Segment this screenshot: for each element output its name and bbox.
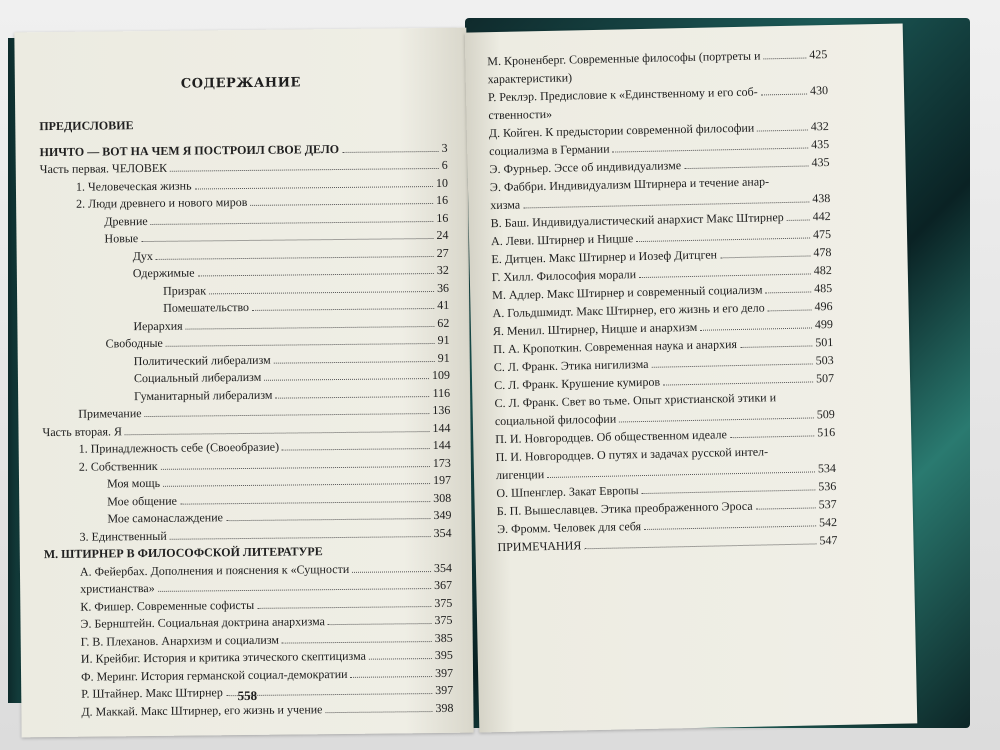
leader-dots	[663, 381, 813, 385]
toc-entry-title: Э. Фромм. Человек для себя	[496, 519, 642, 537]
toc-entry-title: Одержимые	[132, 265, 195, 281]
toc-entry-page: 547	[819, 532, 838, 548]
leader-dots	[274, 361, 435, 364]
leader-dots	[740, 345, 812, 348]
toc-entry-page: 503	[815, 353, 834, 368]
leader-dots	[257, 606, 431, 609]
toc-entry-page: 10	[435, 175, 448, 190]
leader-dots	[369, 658, 432, 660]
toc-entry-title: Э. Бернштейн. Социальная доктрина анархизма	[80, 614, 326, 631]
toc-entry-page: 499	[814, 317, 834, 332]
leader-dots	[158, 588, 431, 592]
leader-dots	[761, 94, 807, 96]
toc-entry-title: Э. Фурньер. Эссе об индивидуализме	[489, 158, 682, 177]
toc-entry-title: Социальный либерализм	[133, 369, 262, 386]
toc-entry-page: 475	[812, 227, 832, 242]
toc-entry-title: Ф. Меринг. История германской социал-демократии	[80, 666, 348, 684]
leader-dots	[352, 571, 431, 573]
toc-entry-title: Примечание	[78, 406, 142, 421]
leader-dots	[226, 518, 430, 521]
leader-dots	[757, 129, 808, 131]
leader-dots	[125, 431, 430, 435]
toc-entry-title: П. И. Новгородцев. Об общественном идеале	[495, 427, 727, 447]
toc-entry	[44, 541, 452, 561]
toc-entry-title: К. Фишер. Современные софисты	[80, 597, 255, 614]
leader-dots	[180, 501, 430, 505]
toc-entry-title: Древние	[104, 214, 148, 229]
leader-dots	[186, 326, 435, 330]
toc-entry-page: 144	[432, 420, 451, 436]
toc-entry-page: 397	[434, 665, 454, 681]
toc-entry-page: 109	[431, 367, 451, 383]
toc-entry	[81, 646, 453, 666]
toc-entry-page: 375	[434, 595, 453, 611]
toc-entry	[80, 576, 452, 596]
leader-dots	[764, 58, 807, 60]
toc-entry-page: 435	[811, 155, 830, 170]
toc-entry-page: 91	[437, 350, 450, 365]
toc-entry-title: характеристики)	[487, 70, 573, 87]
toc-entry-page: 6	[441, 157, 448, 172]
leader-dots	[636, 237, 810, 242]
toc-entry-title: А. Гольдшмидт. Макс Штирнер, его жизнь и его дело	[492, 300, 765, 321]
leader-dots	[275, 396, 429, 399]
toc-entry-title: Часть первая. ЧЕЛОВЕК	[39, 160, 168, 177]
toc-entry	[163, 279, 449, 298]
leader-dots	[730, 435, 814, 438]
leader-dots	[613, 147, 809, 152]
toc-entry	[40, 156, 448, 176]
toc-entry-page: 32	[436, 262, 449, 277]
toc-entry-page: 397	[435, 682, 454, 698]
toc-entry-page: 536	[818, 478, 837, 494]
toc-entry-page: 354	[433, 525, 452, 541]
toc-entry-page: 16	[436, 210, 449, 225]
leader-dots	[351, 676, 433, 678]
toc-entry	[134, 366, 450, 385]
toc-entry-page: 442	[812, 209, 831, 224]
toc-entry-title: С. Л. Франк. Этика нигилизма	[493, 356, 649, 375]
toc-entry-title: Политический либерализм	[133, 352, 271, 369]
toc-entry-page: 478	[813, 245, 832, 260]
leader-dots	[787, 219, 810, 220]
toc-entry-title: Новые	[104, 231, 139, 246]
leader-dots	[195, 186, 433, 189]
toc-entry-title: С. Л. Франк. Свет во тьме. Опыт христианской этики и	[494, 390, 777, 411]
toc-entry-title: Иерархия	[133, 318, 183, 334]
leader-dots	[198, 273, 434, 276]
toc-entry-page: 425	[809, 47, 828, 62]
toc-entry-title: хизма	[490, 197, 521, 213]
toc-entry	[133, 261, 449, 280]
toc-entry-title: Д. Койген. К предыстории современной философии	[488, 120, 755, 141]
toc-entry-title: Моя мощь	[106, 475, 161, 491]
leader-dots	[342, 151, 438, 153]
toc-entry-title: П. И. Новгородцев. О путях и задачах русской интел-	[495, 444, 769, 465]
toc-entry-title: социализма в Германии	[489, 141, 610, 159]
leader-dots	[652, 363, 813, 367]
toc-entry-title: О. Шпенглер. Закат Европы	[496, 483, 639, 501]
leader-dots	[161, 466, 430, 470]
leader-dots	[766, 291, 812, 293]
toc-entry-page: 367	[434, 577, 453, 593]
toc-entry-page: 496	[814, 299, 833, 314]
toc-entry-page: 36	[436, 280, 450, 295]
toc-entry-title: М. Кроненберг. Современные философы (портреты и	[487, 48, 761, 69]
toc-entry-page: 438	[812, 191, 831, 206]
leader-dots	[768, 309, 812, 311]
leader-dots	[145, 413, 430, 417]
toc-entry-title: А. Фейербах. Дополнения и пояснения к «Сущности	[79, 561, 350, 579]
toc-entry-page: 173	[432, 455, 451, 471]
leader-dots	[547, 471, 815, 478]
toc-entry-page: 385	[434, 630, 453, 646]
toc-entry-title: Г. В. Плеханов. Анархизм и социализм	[80, 632, 280, 649]
toc-entry-page: 398	[435, 700, 454, 716]
toc-entry-title: ПРИМЕЧАНИЯ	[497, 538, 582, 555]
leader-dots	[166, 343, 435, 347]
toc-entry-title: 2. Люди древнего и нового миров	[76, 194, 248, 211]
toc-entry-title: Е. Дитцен. Макс Штирнер и Иозеф Дитцген	[491, 247, 718, 267]
toc-entry-title: Р. Реклэр. Предисловие к «Единственному и его соб-	[487, 84, 758, 105]
toc-entry-page: 432	[810, 119, 829, 134]
toc-entry-page: 197	[432, 472, 452, 488]
leader-dots	[141, 238, 433, 242]
leader-dots	[264, 378, 429, 381]
leader-dots	[156, 256, 434, 260]
toc-entry	[107, 506, 451, 526]
leader-dots	[325, 711, 432, 713]
toc-entry-page: 136	[432, 402, 451, 418]
toc-entry-title: 1. Человеческая жизнь	[75, 178, 192, 194]
toc-entry-page: 62	[437, 315, 450, 330]
toc-entry	[104, 226, 448, 246]
leader-dots	[684, 165, 808, 169]
leader-dots	[700, 327, 812, 330]
toc-entry-title: Часть вторая. Я	[42, 424, 123, 440]
leader-dots	[151, 221, 434, 225]
leader-dots	[328, 623, 432, 625]
toc-entry-page: 542	[818, 514, 838, 530]
toc-entry-page: 16	[436, 192, 449, 207]
toc-entry-title: Я. Менил. Штирнер, Ницше и анархизм	[492, 319, 698, 339]
toc-entry-title: С. Л. Франк. Крушение кумиров	[493, 374, 661, 393]
toc-entry-title: И. Крейбиг. История и критика этического скептицизма	[80, 648, 366, 666]
leader-dots	[756, 507, 816, 509]
toc-entry-title: В. Баш. Индивидуалистический анархист Макс Штирнер	[490, 210, 784, 231]
toc-entry	[134, 349, 450, 368]
toc-entry-title: Свободные	[105, 335, 163, 351]
toc-entry-page: 395	[434, 647, 453, 663]
toc-entry-page: 375	[434, 612, 453, 628]
toc-entry-title: Мое общение	[107, 493, 177, 509]
toc-entry	[79, 436, 451, 456]
toc-entry-title: 3. Единственный	[79, 528, 167, 544]
toc-entry	[80, 611, 452, 631]
toc-entry-title: М. Адлер. Макс Штирнер и современный социализм	[492, 282, 763, 303]
toc-entry-page: 509	[816, 406, 835, 422]
toc-entry-title: Р. Штайнер. Макс Штирнер	[81, 685, 223, 701]
toc-entry-title: Г. Хилл. Философия морали	[491, 267, 637, 285]
page-number: 558	[237, 687, 258, 704]
toc-entry-title: Мое самонаслаждение	[107, 510, 224, 526]
leader-dots	[639, 273, 811, 278]
toc-entry-page: 485	[814, 281, 833, 296]
toc-entry-page: 308	[433, 490, 452, 506]
leader-dots	[250, 203, 433, 206]
toc-entry-title: Д. Маккай. Макс Штирнер, его жизнь и учение	[81, 702, 323, 719]
toc-entry-title: ственности»	[488, 106, 553, 123]
toc-entry-title: ПРЕДИСЛОВИЕ	[39, 118, 134, 134]
toc-entry	[163, 296, 449, 315]
toc-entry-page: 516	[817, 424, 836, 440]
leader-dots	[252, 308, 434, 311]
toc-entry-title: Помешательство	[163, 299, 250, 315]
toc-entry-title: Гуманитарный либерализм	[134, 387, 273, 404]
leader-dots	[282, 641, 432, 644]
toc-entry-title: социальной философии	[494, 411, 617, 429]
toc-entry-page: 482	[813, 263, 832, 278]
toc-entry-page: 349	[433, 507, 452, 523]
toc-entry-page: 24	[436, 227, 449, 242]
leader-dots	[282, 448, 430, 451]
toc-entry-title: Б. П. Вышеславцев. Этика преображенного Эроса	[496, 498, 753, 519]
toc-entry-title: Призрак	[162, 283, 207, 298]
toc-entry-title: 1. Принадлежность себе (Своеобразие)	[78, 439, 280, 456]
toc-entry-title: лигенции	[495, 467, 545, 483]
toc-entry-page: 507	[815, 371, 835, 386]
toc-entry-page: 501	[815, 335, 834, 350]
toc-entry-title: НИЧТО — ВОТ НА ЧЕМ Я ПОСТРОИЛ СВОЕ ДЕЛО	[39, 141, 340, 160]
toc-entry	[107, 471, 451, 491]
toc-entry-title: 2. Собственник	[78, 458, 158, 474]
toc-entry	[133, 314, 449, 333]
leader-dots	[163, 483, 430, 487]
leader-dots	[720, 255, 810, 258]
toc-entry-page: 3	[441, 140, 448, 155]
toc-entry-page: 116	[432, 385, 451, 401]
toc-entry-title: П. А. Кропоткин. Современная наука и анархия	[493, 337, 738, 357]
toc-entry-title: А. Леви. Штирнер и Ницше	[490, 231, 634, 249]
toc-entry-title: Э. Фаббри. Индивидуализм Штирнера и течение анар-	[489, 174, 770, 195]
toc-entry	[105, 331, 449, 351]
toc-entry-page: 354	[433, 560, 453, 576]
leader-dots	[170, 168, 439, 172]
toc-entry	[133, 244, 449, 263]
toc-entry	[134, 384, 450, 403]
toc-entry-page: 534	[817, 460, 837, 476]
toc-entry-title: Дух	[132, 248, 153, 264]
toc-entry	[78, 401, 450, 421]
leader-dots	[619, 417, 814, 422]
leader-dots	[170, 536, 431, 540]
left-page	[14, 28, 473, 738]
leader-dots	[584, 543, 816, 549]
toc-entry-page: 430	[809, 83, 829, 98]
toc-entry-page: 537	[818, 496, 837, 512]
contents-heading: СОДЕРЖАНИЕ	[180, 75, 301, 92]
toc-entry	[76, 191, 448, 211]
toc-entry-page: 41	[437, 297, 450, 312]
toc-entry	[39, 113, 447, 133]
toc-entry-page: 435	[810, 137, 830, 152]
toc-entry-page: 27	[436, 245, 449, 260]
toc-entry-page: 144	[432, 437, 451, 453]
right-page	[465, 23, 918, 732]
toc-entry-title: М. ШТИРНЕР В ФИЛОСОФСКОЙ ЛИТЕРАТУРЕ	[43, 544, 323, 562]
leader-dots	[642, 489, 816, 494]
toc-entry-page: 91	[437, 332, 450, 347]
toc-entry-title: христианства»	[80, 580, 155, 596]
leader-dots	[209, 291, 434, 294]
leader-dots	[644, 525, 816, 530]
